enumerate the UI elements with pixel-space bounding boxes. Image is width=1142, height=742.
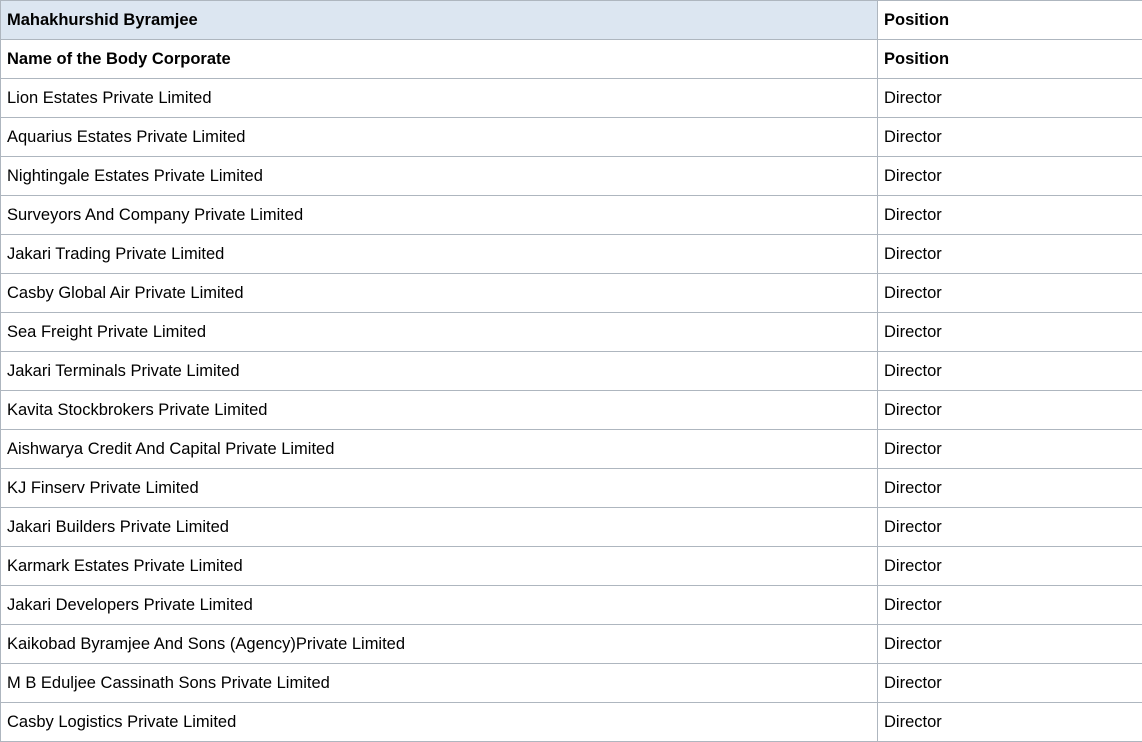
table-row bbox=[1, 118, 1142, 157]
body-corporate-position: Director bbox=[878, 235, 1142, 274]
body-corporate-position: Director bbox=[878, 664, 1142, 703]
body-corporate-name: Aquarius Estates Private Limited bbox=[1, 118, 878, 157]
table-header-row bbox=[1, 40, 1142, 79]
body-corporate-position: Director bbox=[878, 508, 1142, 547]
body-corporate-position: Director bbox=[878, 625, 1142, 664]
table-row bbox=[1, 352, 1142, 391]
body-corporate-name: Nightingale Estates Private Limited bbox=[1, 157, 878, 196]
body-corporate-name: Surveyors And Company Private Limited bbox=[1, 196, 878, 235]
body-corporate-name: Kavita Stockbrokers Private Limited bbox=[1, 391, 878, 430]
body-corporate-name: Jakari Developers Private Limited bbox=[1, 586, 878, 625]
body-corporate-position: Director bbox=[878, 547, 1142, 586]
position-title-cell: Position bbox=[878, 1, 1142, 40]
body-corporate-name: Casby Global Air Private Limited bbox=[1, 274, 878, 313]
body-corporate-name: KJ Finserv Private Limited bbox=[1, 469, 878, 508]
body-corporate-name: Jakari Builders Private Limited bbox=[1, 508, 878, 547]
body-corporate-name: Jakari Terminals Private Limited bbox=[1, 352, 878, 391]
body-corporate-position: Director bbox=[878, 703, 1142, 742]
body-corporate-position: Director bbox=[878, 157, 1142, 196]
table-row bbox=[1, 157, 1142, 196]
body-corporate-name: Aishwarya Credit And Capital Private Limited bbox=[1, 430, 878, 469]
table-row bbox=[1, 625, 1142, 664]
table-row bbox=[1, 313, 1142, 352]
table-row bbox=[1, 508, 1142, 547]
table-row bbox=[1, 664, 1142, 703]
table-row bbox=[1, 430, 1142, 469]
body-corporate-position: Director bbox=[878, 79, 1142, 118]
table-row bbox=[1, 235, 1142, 274]
table-row bbox=[1, 547, 1142, 586]
body-corporate-name: Kaikobad Byramjee And Sons (Agency)Private Limited bbox=[1, 625, 878, 664]
body-corporate-name: Karmark Estates Private Limited bbox=[1, 547, 878, 586]
body-corporate-position: Director bbox=[878, 352, 1142, 391]
body-corporate-name: Jakari Trading Private Limited bbox=[1, 235, 878, 274]
table-title-row bbox=[1, 1, 1142, 40]
body-corporate-position: Director bbox=[878, 586, 1142, 625]
table-body bbox=[1, 1, 1142, 742]
column-header-position: Position bbox=[878, 40, 1142, 79]
column-header-name: Name of the Body Corporate bbox=[1, 40, 878, 79]
person-name-cell: Mahakhurshid Byramjee bbox=[1, 1, 878, 40]
table-row bbox=[1, 469, 1142, 508]
table-row bbox=[1, 703, 1142, 742]
table-row bbox=[1, 79, 1142, 118]
body-corporate-name: Lion Estates Private Limited bbox=[1, 79, 878, 118]
body-corporate-name: Casby Logistics Private Limited bbox=[1, 703, 878, 742]
table-row bbox=[1, 586, 1142, 625]
table-row bbox=[1, 391, 1142, 430]
body-corporate-position: Director bbox=[878, 196, 1142, 235]
table-row bbox=[1, 196, 1142, 235]
body-corporate-position: Director bbox=[878, 430, 1142, 469]
body-corporate-position: Director bbox=[878, 313, 1142, 352]
body-corporate-name: M B Eduljee Cassinath Sons Private Limited bbox=[1, 664, 878, 703]
body-corporate-position: Director bbox=[878, 469, 1142, 508]
body-corporate-position: Director bbox=[878, 391, 1142, 430]
body-corporate-position: Director bbox=[878, 118, 1142, 157]
table-row bbox=[1, 274, 1142, 313]
body-corporate-position: Director bbox=[878, 274, 1142, 313]
body-corporate-name: Sea Freight Private Limited bbox=[1, 313, 878, 352]
